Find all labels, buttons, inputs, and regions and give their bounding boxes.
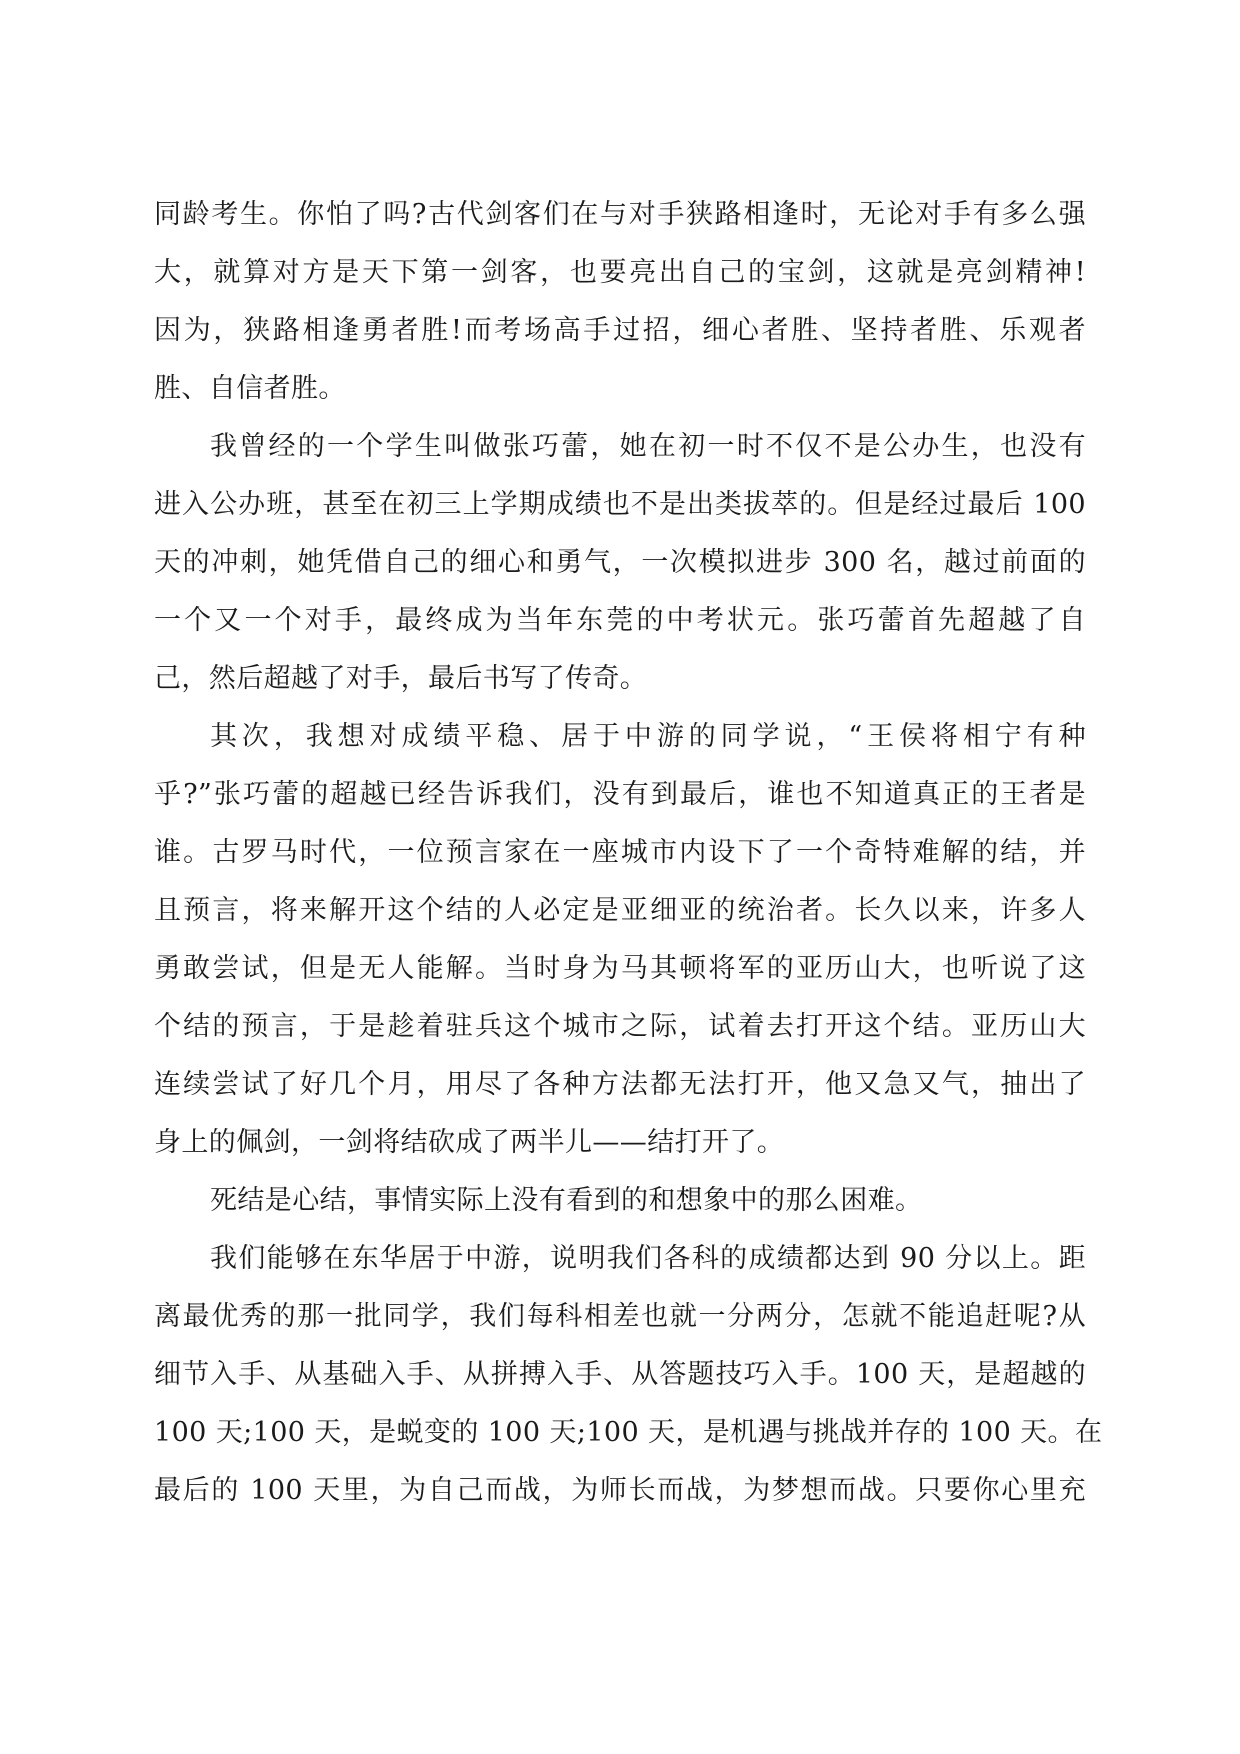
text-line: 因为，狭路相逢勇者胜!而考场高手过招，细心者胜、坚持者胜、乐观者 <box>154 315 1086 346</box>
text-line: 细节入手、从基础入手、从拼搏入手、从答题技巧入手。100 天，是超越的 <box>154 1359 1086 1390</box>
text-line: 己，然后超越了对手，最后书写了传奇。 <box>154 663 648 694</box>
paragraph-first-line: 其次，我想对成绩平稳、居于中游的同学说，“王侯将相宁有种 <box>210 721 1086 752</box>
paragraph-first-line: 我们能够在东华居于中游，说明我们各科的成绩都达到 90 分以上。距 <box>210 1243 1086 1274</box>
text-line: 进入公办班，甚至在初三上学期成绩也不是出类拔萃的。但是经过最后 100 <box>154 489 1086 520</box>
text-line: 勇敢尝试，但是无人能解。当时身为马其顿将军的亚历山大，也听说了这 <box>154 953 1086 984</box>
text-line: 胜、自信者胜。 <box>154 373 346 404</box>
text-line: 连续尝试了好几个月，用尽了各种方法都无法打开，他又急又气，抽出了 <box>154 1069 1086 1100</box>
text-line: 且预言，将来解开这个结的人必定是亚细亚的统治者。长久以来，许多人 <box>154 895 1086 926</box>
text-line: 乎?”张巧蕾的超越已经告诉我们，没有到最后，谁也不知道真正的王者是 <box>154 779 1086 810</box>
paragraph-first-line: 死结是心结，事情实际上没有看到的和想象中的那么困难。 <box>210 1185 923 1216</box>
paragraph-first-line: 我曾经的一个学生叫做张巧蕾，她在初一时不仅不是公办生，也没有 <box>210 431 1086 462</box>
document-body <box>154 186 1103 1520</box>
text-line: 谁。古罗马时代，一位预言家在一座城市内设下了一个奇特难解的结，并 <box>154 837 1086 868</box>
text-line: 最后的 100 天里，为自己而战，为师长而战，为梦想而战。只要你心里充 <box>154 1475 1086 1506</box>
text-line: 离最优秀的那一批同学，我们每科相差也就一分两分，怎就不能追赶呢?从 <box>154 1301 1086 1332</box>
text-line: 个结的预言，于是趁着驻兵这个城市之际，试着去打开这个结。亚历山大 <box>154 1011 1086 1042</box>
text-line: 大，就算对方是天下第一剑客，也要亮出自己的宝剑，这就是亮剑精神! <box>154 257 1086 288</box>
text-line: 同龄考生。你怕了吗?古代剑客们在与对手狭路相逢时，无论对手有多么强 <box>154 199 1086 230</box>
text-line: 100 天;100 天，是蜕变的 100 天;100 天，是机遇与挑战并存的 100 天。在 <box>154 1417 1103 1448</box>
text-line: 天的冲刺，她凭借自己的细心和勇气，一次模拟进步 300 名，越过前面的 <box>154 547 1086 578</box>
text-line: 身上的佩剑，一剑将结砍成了两半儿——结打开了。 <box>154 1127 785 1158</box>
text-line: 一个又一个对手，最终成为当年东莞的中考状元。张巧蕾首先超越了自 <box>154 605 1086 636</box>
